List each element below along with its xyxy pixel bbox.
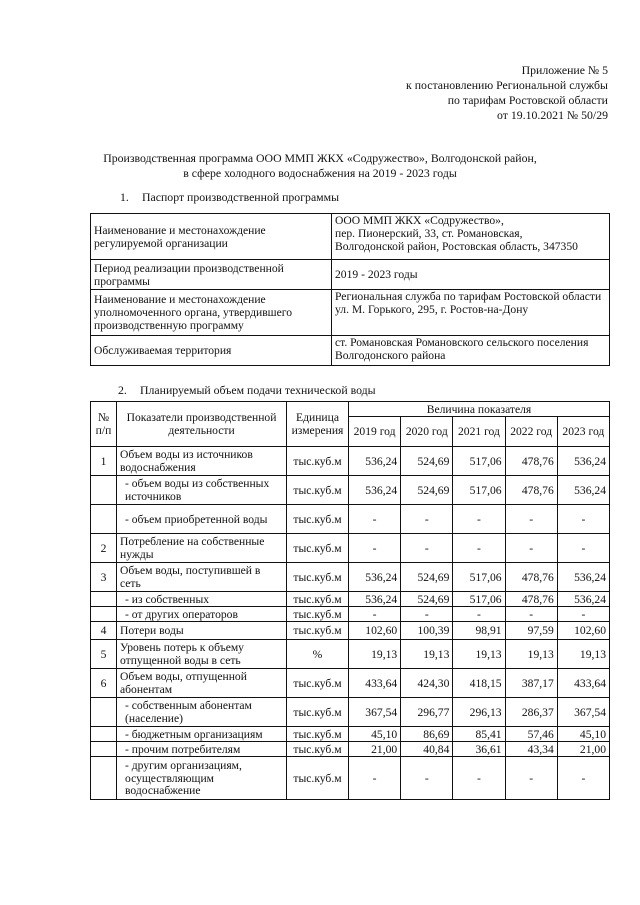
row-label: Объем воды, отпущенной абонентам [117, 669, 287, 698]
row-value: - [505, 505, 557, 534]
row-value: 21,00 [349, 742, 401, 757]
table-row [91, 607, 610, 622]
row-value: 517,06 [453, 563, 505, 592]
row-value: 536,24 [349, 563, 401, 592]
row-unit: тыс.куб.м [287, 727, 349, 742]
passport-value-line: ст. Романовская Романовского сельского поселения Волгодонского района [335, 336, 589, 362]
table-row [91, 592, 610, 607]
row-number [91, 757, 117, 800]
row-number [91, 607, 117, 622]
row-unit: тыс.куб.м [287, 447, 349, 476]
plan-table [90, 401, 610, 800]
row-value: - [505, 534, 557, 563]
row-value: - [349, 534, 401, 563]
row-value: 97,59 [505, 622, 557, 640]
row-label: - из собственных [117, 592, 287, 607]
row-number: 4 [91, 622, 117, 640]
row-value: 36,61 [453, 742, 505, 757]
row-value: - [453, 534, 505, 563]
row-number [91, 742, 117, 757]
row-value: 367,54 [557, 698, 609, 727]
row-value: 57,46 [505, 727, 557, 742]
section-label: Паспорт производственной программы [142, 190, 340, 204]
row-value: - [401, 757, 453, 800]
row-value: 536,24 [557, 447, 609, 476]
row-number [91, 698, 117, 727]
table-row [91, 698, 610, 727]
row-unit: тыс.куб.м [287, 592, 349, 607]
table-row [91, 622, 610, 640]
table-row [91, 757, 610, 800]
row-value: 478,76 [505, 476, 557, 505]
section-heading-passport [120, 191, 339, 204]
row-value: 524,69 [401, 476, 453, 505]
row-value: 40,84 [401, 742, 453, 757]
row-label: Объем воды из источников водоснабжения [117, 447, 287, 476]
plan-body [91, 447, 610, 800]
row-unit: тыс.куб.м [287, 742, 349, 757]
table-row [91, 742, 610, 757]
row-value: - [505, 607, 557, 622]
header-indicator: Показатели производственной деятельности [117, 402, 287, 447]
row-value: 517,06 [453, 592, 505, 607]
header-unit: Единица измерения [287, 402, 349, 447]
passport-table [90, 213, 610, 366]
row-value: 100,39 [401, 622, 453, 640]
passport-row [91, 214, 610, 260]
row-label: Потребление на собственные нужды [117, 534, 287, 563]
row-label: Уровень потерь к объему отпущенной воды в сеть [117, 640, 287, 669]
title-line: Производственная программа ООО ММП ЖКХ «Содружество», Волгодонской район, [103, 151, 537, 165]
row-value: 102,60 [557, 622, 609, 640]
passport-value-line: 2019 - 2023 годы [335, 268, 418, 281]
row-value: 19,13 [557, 640, 609, 669]
passport-key: Обслуживаемая территория [91, 336, 332, 366]
row-label: Объем воды, поступившей в сеть [117, 563, 287, 592]
row-number: 6 [91, 669, 117, 698]
row-value: 45,10 [349, 727, 401, 742]
section-label: Планируемый объем подачи технической воды [140, 383, 376, 397]
header-year: 2020 год [401, 417, 453, 447]
row-unit: тыс.куб.м [287, 476, 349, 505]
passport-row [91, 336, 610, 366]
section-number: 2. [118, 383, 127, 397]
passport-value [332, 290, 610, 336]
table-row [91, 669, 610, 698]
appendix-line: по тарифам Ростовской области [447, 93, 608, 107]
row-value: 43,34 [505, 742, 557, 757]
passport-row [91, 290, 610, 336]
row-value: - [453, 757, 505, 800]
passport-value [332, 214, 610, 260]
row-value: 86,69 [401, 727, 453, 742]
row-number [91, 727, 117, 742]
row-value: 524,69 [401, 563, 453, 592]
header-num: № п/п [91, 402, 117, 447]
row-unit: тыс.куб.м [287, 698, 349, 727]
header-value: Величина показателя [349, 402, 610, 417]
section-number: 1. [120, 190, 129, 204]
row-value: - [557, 505, 609, 534]
row-unit: тыс.куб.м [287, 622, 349, 640]
document-title [0, 151, 640, 181]
row-number [91, 592, 117, 607]
passport-value [332, 336, 610, 366]
passport-value-line: ул. М. Горького, 295, г. Ростов-на-Дону [335, 302, 529, 316]
row-value: 517,06 [453, 476, 505, 505]
header-year: 2022 год [505, 417, 557, 447]
row-value: 19,13 [453, 640, 505, 669]
row-number: 2 [91, 534, 117, 563]
row-value: 536,24 [349, 592, 401, 607]
row-unit: тыс.куб.м [287, 534, 349, 563]
row-value: 45,10 [557, 727, 609, 742]
row-value: 478,76 [505, 592, 557, 607]
row-value: 296,13 [453, 698, 505, 727]
row-label: Потери воды [117, 622, 287, 640]
appendix-line: к постановлению Региональной службы [406, 78, 608, 92]
row-value: 424,30 [401, 669, 453, 698]
row-value: 98,91 [453, 622, 505, 640]
row-value: - [401, 607, 453, 622]
row-number [91, 505, 117, 534]
row-number: 3 [91, 563, 117, 592]
row-value: 387,17 [505, 669, 557, 698]
row-value: 478,76 [505, 447, 557, 476]
row-value: 19,13 [505, 640, 557, 669]
table-row [91, 563, 610, 592]
row-value: 536,24 [557, 476, 609, 505]
title-line: в сфере холодного водоснабжения на 2019 - 2023 годы [183, 166, 457, 180]
section-heading-plan [118, 384, 376, 397]
table-row [91, 640, 610, 669]
row-value: 367,54 [349, 698, 401, 727]
row-unit: тыс.куб.м [287, 607, 349, 622]
table-row [91, 534, 610, 563]
row-label: - собственным абонентам (население) [117, 698, 287, 727]
row-value: - [453, 505, 505, 534]
table-row [91, 447, 610, 476]
row-value: 524,69 [401, 592, 453, 607]
row-value: 19,13 [401, 640, 453, 669]
row-label: - объем воды из собственных источников [117, 476, 287, 505]
row-value: 433,64 [557, 669, 609, 698]
row-unit: тыс.куб.м [287, 505, 349, 534]
row-unit: % [287, 640, 349, 669]
row-value: - [557, 607, 609, 622]
row-number: 1 [91, 447, 117, 476]
passport-value-line: Региональная служба по тарифам Ростовской области [335, 290, 602, 303]
passport-value-line: пер. Пионерский, 33, ст. Романовская, [335, 226, 523, 240]
header-year: 2023 год [557, 417, 609, 447]
row-value: 517,06 [453, 447, 505, 476]
table-row [91, 476, 610, 505]
row-value: 433,64 [349, 669, 401, 698]
row-label: - другим организациям, осуществляющим водоснабжение [117, 757, 287, 800]
passport-row [91, 260, 610, 290]
row-value: 102,60 [349, 622, 401, 640]
header-year: 2021 год [453, 417, 505, 447]
row-value: 536,24 [349, 476, 401, 505]
row-value: 536,24 [557, 592, 609, 607]
passport-value-line: Волгодонской район, Ростовская область, 347350 [335, 239, 578, 253]
row-label: - бюджетным организациям [117, 727, 287, 742]
row-value: - [505, 757, 557, 800]
row-value: 478,76 [505, 563, 557, 592]
header-year: 2019 год [349, 417, 401, 447]
row-value: 19,13 [349, 640, 401, 669]
table-row [91, 505, 610, 534]
row-number [91, 476, 117, 505]
passport-key: Наименование и местонахождение регулируемой организации [91, 214, 332, 260]
row-value: - [557, 534, 609, 563]
passport-value [332, 260, 610, 290]
appendix-header [406, 63, 608, 123]
row-value: 536,24 [557, 563, 609, 592]
passport-key: Период реализации производственной программы [91, 260, 332, 290]
row-value: - [453, 607, 505, 622]
row-value: 524,69 [401, 447, 453, 476]
row-value: 85,41 [453, 727, 505, 742]
plan-header-row [91, 402, 610, 417]
row-value: 418,15 [453, 669, 505, 698]
row-value: - [349, 607, 401, 622]
row-label: - от других операторов [117, 607, 287, 622]
row-value: - [401, 534, 453, 563]
appendix-line: от 19.10.2021 № 50/29 [497, 108, 608, 122]
row-unit: тыс.куб.м [287, 669, 349, 698]
row-unit: тыс.куб.м [287, 563, 349, 592]
table-row [91, 727, 610, 742]
appendix-line: Приложение № 5 [521, 63, 608, 77]
row-value: 21,00 [557, 742, 609, 757]
row-value: 536,24 [349, 447, 401, 476]
row-value: - [349, 505, 401, 534]
passport-value-line: ООО ММП ЖКХ «Содружество», [335, 214, 504, 227]
row-label: - прочим потребителям [117, 742, 287, 757]
row-value: - [401, 505, 453, 534]
row-value: 296,77 [401, 698, 453, 727]
row-value: - [557, 757, 609, 800]
row-unit: тыс.куб.м [287, 757, 349, 800]
row-number: 5 [91, 640, 117, 669]
row-value: 286,37 [505, 698, 557, 727]
row-value: - [349, 757, 401, 800]
row-label: - объем приобретенной воды [117, 505, 287, 534]
passport-key: Наименование и местонахождение уполномоченного органа, утвердившего производственную программу [91, 290, 332, 336]
